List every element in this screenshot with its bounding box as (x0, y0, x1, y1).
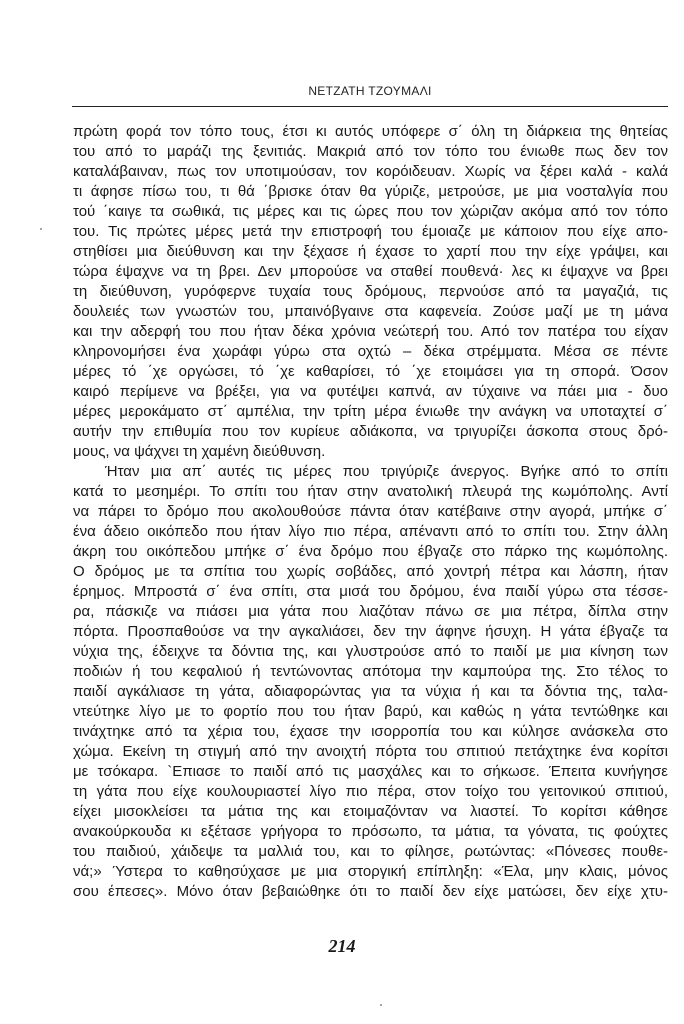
text-line: νά;» Ύστερα το καθησύχασε με μια στοργική επίπληξη: «Έλα, μην κλαις, μόνος (73, 863, 668, 880)
header-rule (72, 106, 668, 107)
text-line: τη γάτα που είχε κουλουριαστεί λίγο πιο πέρα, στον τοίχο του γειτονικού σπιτιού, (73, 783, 668, 800)
text-line: ντεύτηκε λίγο με το φορτίο που του ήταν βαρύ, και καθώς η γάτα τεντώθηκε και (73, 703, 668, 720)
text-line: τώρα έψαχνε να τη βρει. Δεν μπορούσε να σταθεί πουθενά· λες κι έψαχνε να βρει (73, 263, 668, 280)
text-line: τινάχτηκε από τα χέρια του, έχασε την ισορροπία του και κύλησε ανάσκελα στο (73, 723, 668, 740)
text-line: ένα άδειο οικόπεδο που ήταν λίγο πιο πέρα, απέναντι από το σπίτι του. Στην άλλη (73, 523, 668, 540)
text-line: τι άφησε πίσω του, τι θά ΄βρισκε όταν θα γύριζε, μετρούσε, με μια νοσταλγία που (73, 183, 668, 200)
text-line: καταλάβαιναν, πως τον υποτιμούσαν, τον κορόιδευαν. Χωρίς να ξέρει καλά - καλά (73, 163, 668, 180)
text-line: έρημος. Μπροστά σ΄ ένα σπίτι, στα μισά του δρόμου, ένα παιδί γύρω στα τέσσε- (73, 583, 668, 600)
running-header: ΝΕΤΖΑΤΗ ΤΖΟΥΜΑΛΙ (308, 84, 432, 98)
text-line: νύχια της, έδειχνε τα δόντια της, και γλυστρούσε από το παιδί με μια κίνηση των (73, 643, 668, 660)
text-line: άκρη του οικόπεδου μπήκε σ΄ ένα δρόμο που έβγαζε στο πάρκο της κωμόπολης. (73, 543, 668, 560)
body-text (73, 122, 668, 902)
text-line: κατά το μεσημέρι. Το σπίτι του ήταν στην ανατολική πλευρά της κωμόπολης. Αντί (73, 483, 668, 500)
text-line: ποδιών ή του κεφαλιού ή τεντώνοντας απότομα την καμπούρα της. Στο τέλος το (73, 663, 668, 680)
text-line: Ο δρόμος με τα σπίτια του χωρίς σοβάδες, από χοντρή πέτρα και λάσπη, ήταν (73, 563, 668, 580)
text-line: πόρτα. Προσπαθούσε να την αγκαλιάσει, δεν την άφηνε ήσυχη. Η γάτα έβγαζε τα (73, 623, 668, 640)
scan-speck (380, 1004, 382, 1006)
page-number: 214 (328, 936, 356, 956)
text-line: Ήταν μια απ΄ αυτές τις μέρες που τριγύριζε άνεργος. Βγήκε από το σπίτι (105, 463, 668, 480)
text-line: ανακούρκουδα κι εξέτασε γρήγορα το πρόσωπο, τα μάτια, τα γόνατα, τις φούχτες (73, 823, 668, 840)
text-line: τού ΄καιγε τα σωθικά, τις μέρες και τις ώρες που τον χώριζαν ακόμα από τον τόπο (73, 203, 668, 220)
text-line: και την αδερφή του που ήταν δέκα χρόνια νεώτερή του. Από τον πατέρα του είχαν (73, 323, 668, 340)
text-line: παιδί αγκάλιασε τη γάτα, αδιαφορώντας για τα νύχια ή και τα δόντια της, ταλα- (73, 683, 668, 700)
text-line: στηθίσει μια διεύθυνση και την ξέχασε ή έχασε το χαρτί που την είχε γράψει, και (73, 243, 668, 260)
text-line: καιρό περίμενε να βρέξει, για να φυτέψει καπνά, αν τύχαινε να πάει μια - δυο (73, 383, 668, 400)
text-line: μέρες μεροκάματο στ΄ αμπέλια, την τρίτη μέρα ένιωθε την ανάγκη να υποταχτεί σ΄ (73, 403, 668, 420)
text-line: χώμα. Εκείνη τη στιγμή από την ανοιχτή πόρτα του σπιτιού πετάχτηκε ένα κορίτσι (73, 743, 668, 760)
text-line: ρα, πάσκιζε να πιάσει μια γάτα που λιαζόταν πάνω σε μια πέτρα, δίπλα στην (73, 603, 668, 620)
text-line: του παιδιού, χάιδεψε τα μαλλιά του, και το φίλησε, ρωτώντας: «Πόνεσες πουθε- (73, 843, 668, 860)
text-line: σου έπεσες». Μόνο όταν βεβαιώθηκε ότι το παιδί δεν είχε ματώσει, δεν είχε χτυ- (73, 883, 668, 900)
text-line: του. Τις πρώτες μέρες μετά την επιστροφή του έμοιαζε με κάποιον που είχε απο- (73, 223, 668, 240)
text-line: αυτήν την επιθυμία που τον κυρίευε αδιάκοπα, να τριγυρίζει άσκοπα στους δρό- (73, 423, 668, 440)
text-line: μέρες τό ΄χε οργώσει, τό ΄χε καθαρίσει, τό ΄χε ετοιμάσει για τη σπορά. Όσον (73, 363, 668, 380)
text-line: να πάρει το δρόμο που ακολουθούσε πάντα όταν κατέβαινε στην αγορά, μπήκε σ΄ (73, 503, 668, 520)
text-line: πρώτη φορά τον τόπο τους, έτσι κι αυτός υπόφερε σ΄ όλη τη διάρκεια της θητείας (73, 123, 668, 140)
text-line: με τσόκαρα. `Επιασε το παιδί από τις μασχάλες και το σήκωσε. Έπειτα κυνήγησε (73, 763, 668, 780)
scan-speck (40, 228, 42, 230)
text-line: τη διεύθυνση, γυρόφερνε τυχαία τους δρόμους, περνούσε από τα μαγαζιά, τις (73, 283, 668, 300)
text-line: είχει μισοκλείσει τα μάτια της και ετοιμαζόνταν να λιαστεί. Το κορίτσι κάθησε (73, 803, 668, 820)
text-line: δουλειές των γνωστών του, μπαινόβγαινε στα καφενεία. Ζούσε μαζί με τη μάνα (73, 303, 668, 320)
text-line: του από το μαράζι της ξενιτιάς. Μακριά από τον τόπο του ένιωθε πως δεν τον (73, 143, 668, 160)
text-line: κληρονομήσει ένα χωράφι γύρω στα οχτώ – δέκα στρέμματα. Μέσα σε πέντε (73, 343, 668, 360)
text-line: μους, να ψάχνει τη χαμένη διεύθυνση. (73, 443, 326, 460)
